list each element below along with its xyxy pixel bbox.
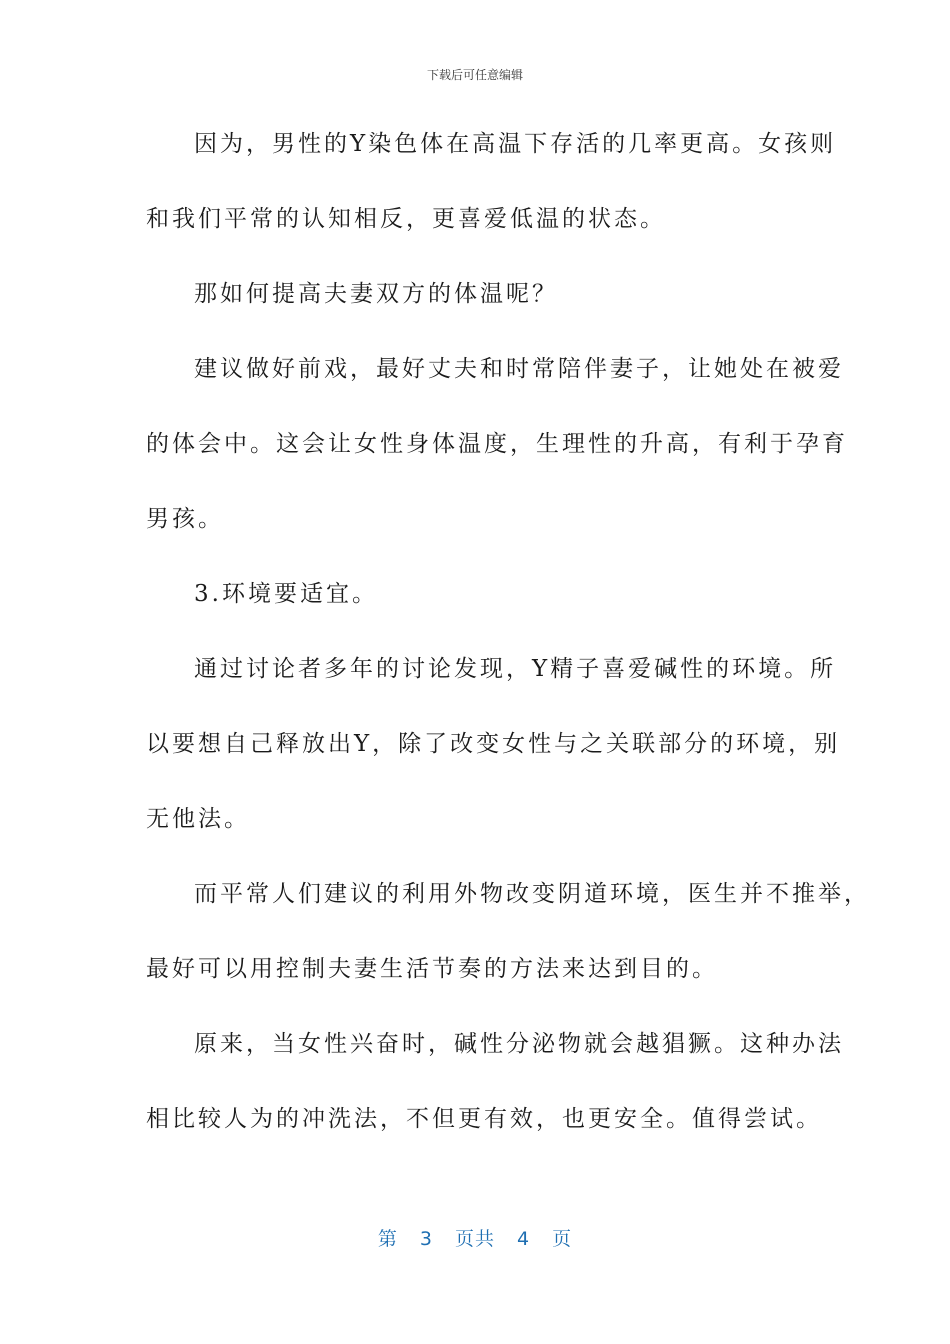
footer-prefix: 第 bbox=[377, 1228, 398, 1250]
footer-total-pages: 4 bbox=[517, 1228, 531, 1250]
footer-page-number: 3 bbox=[419, 1228, 433, 1250]
paragraph-line: 原来，当女性兴奋时，碱性分泌物就会越猖獗。这种办法 bbox=[194, 1031, 844, 1057]
header-note: 下载后可任意编辑 bbox=[426, 68, 523, 82]
paragraph-line: 无他法。 bbox=[146, 806, 250, 832]
paragraph-line: 最好可以用控制夫妻生活节奏的方法来达到目的。 bbox=[146, 956, 718, 982]
paragraph-line: 通过讨论者多年的讨论发现，Y精子喜爱碱性的环境。所 bbox=[194, 656, 837, 682]
footer-middle: 页共 bbox=[454, 1228, 495, 1250]
paragraph-line: 那如何提高夫妻双方的体温呢？ bbox=[194, 281, 558, 307]
page-footer bbox=[0, 1224, 950, 1251]
paragraph-line: 以要想自己释放出Y，除了改变女性与之关联部分的环境，别 bbox=[146, 731, 841, 757]
paragraph-line: 相比较人为的冲洗法，不但更有效，也更安全。值得尝试。 bbox=[146, 1106, 822, 1132]
paragraph-line: 建议做好前戏，最好丈夫和时常陪伴妻子，让她处在被爱 bbox=[194, 356, 844, 382]
footer-suffix: 页 bbox=[552, 1228, 573, 1250]
paragraph-line: 的体会中。这会让女性身体温度，生理性的升高，有利于孕育 bbox=[146, 431, 848, 457]
paragraph-line: 因为，男性的Y染色体在高温下存活的几率更高。女孩则 bbox=[194, 131, 837, 157]
section-heading: 3.环境要适宜。 bbox=[194, 581, 378, 607]
paragraph-line: 男孩。 bbox=[146, 506, 224, 532]
paragraph-line: 和我们平常的认知相反，更喜爱低温的状态。 bbox=[146, 206, 666, 232]
paragraph-line: 而平常人们建议的利用外物改变阴道环境，医生并不推举， bbox=[194, 881, 870, 907]
